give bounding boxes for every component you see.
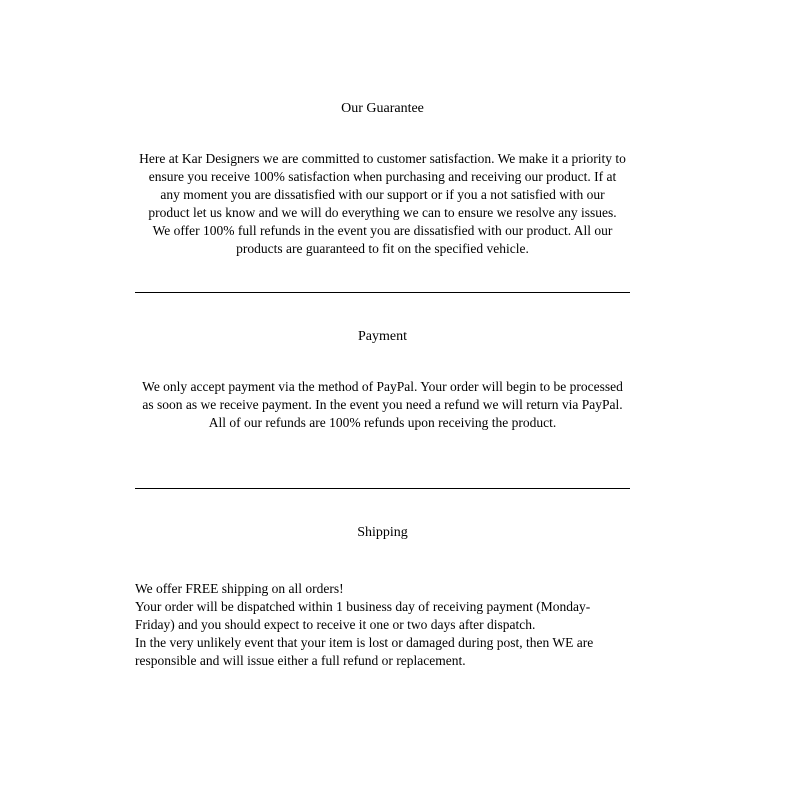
listing-description-document bbox=[135, 0, 630, 670]
shipping-heading: Shipping bbox=[357, 525, 408, 540]
section-shipping bbox=[135, 524, 630, 670]
payment-body-text: We only accept payment via the method of PayPal. Your order will begin to be processed as soon as we receive payment. In the event you need a refund we will return via PayPal. All of our refunds are 100% refunds upon receiving the product. bbox=[142, 379, 623, 430]
shipping-paragraph-free-shipping: We offer FREE shipping on all orders! bbox=[135, 581, 344, 596]
guarantee-heading: Our Guarantee bbox=[341, 101, 424, 116]
payment-heading: Payment bbox=[358, 329, 407, 344]
section-guarantee bbox=[135, 100, 630, 258]
section-payment bbox=[135, 328, 630, 432]
shipping-paragraph-dispatch-time: Your order will be dispatched within 1 business day of receiving payment (Monday-Friday) and you should expect to receive it one or two days after dispatch. bbox=[135, 599, 591, 632]
section-divider bbox=[135, 488, 630, 489]
guarantee-body-text: Here at Kar Designers we are committed to customer satisfaction. We make it a priority to ensure you receive 100% satisfaction when purchasing and receiving our product. If at any moment you are dissatisfied with our support or if you a not satisfied with our product let us know and we will do everything we can to ensure we resolve any issues. We offer 100% full refunds in the event you are dissatisfied with our product. All our products are guaranteed to fit on the specified vehicle. bbox=[139, 151, 626, 256]
shipping-paragraph-lost-damaged: In the very unlikely event that your item is lost or damaged during post, then WE are responsible and will issue either a full refund or replacement. bbox=[135, 635, 594, 668]
section-divider bbox=[135, 292, 630, 293]
